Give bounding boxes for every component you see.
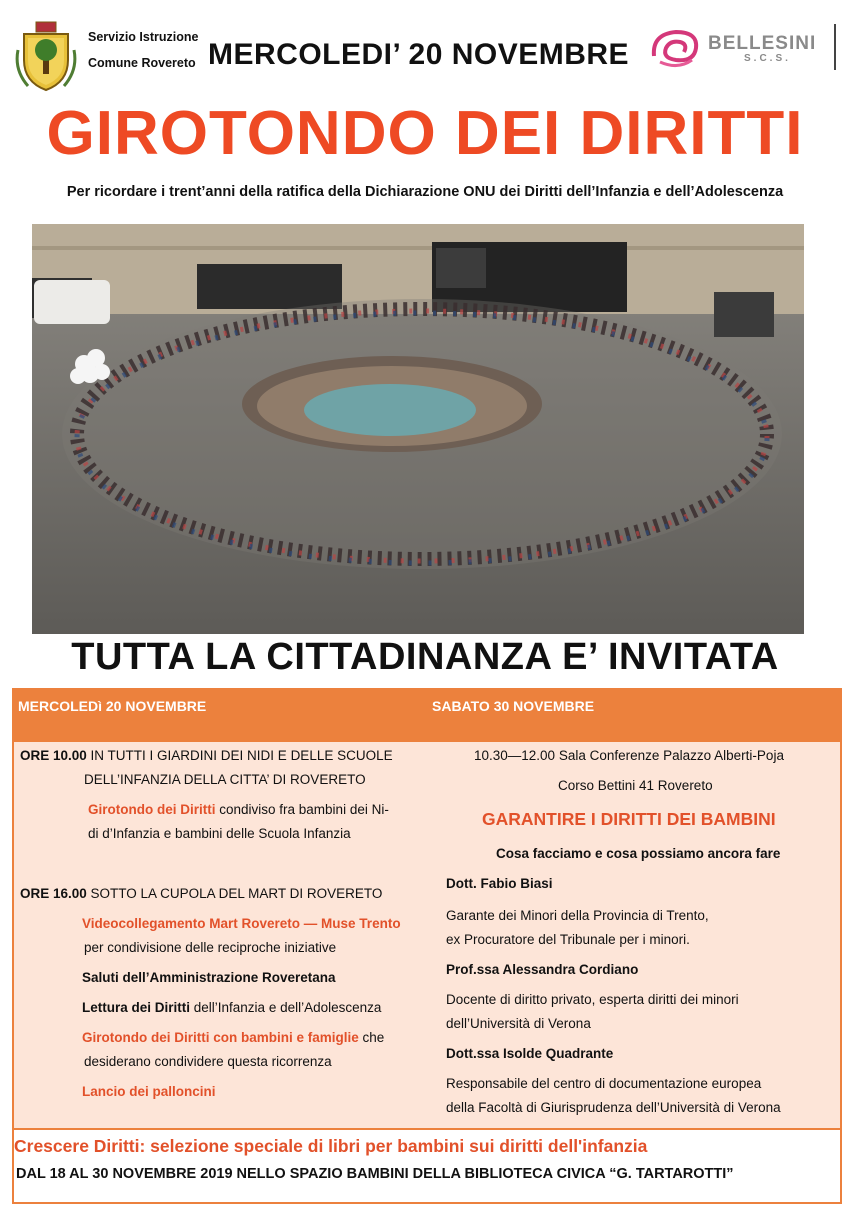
girotondo-text-a: condiviso fra bambini dei Ni- bbox=[215, 802, 389, 817]
video-label: Videocollegamento Mart Rovereto — Muse Trento bbox=[82, 916, 401, 931]
morning-slot bbox=[20, 744, 393, 768]
conference-headline: GARANTIRE I DIRITTI DEI BAMBINI bbox=[482, 809, 776, 829]
header-date: MERCOLEDI’ 20 NOVEMBRE bbox=[208, 38, 630, 71]
program-header bbox=[14, 690, 840, 742]
bellesini-swirl-icon bbox=[648, 26, 702, 68]
girotondo-families-text-a: che bbox=[358, 1030, 385, 1045]
right-day-header: SABATO 30 NOVEMBRE bbox=[432, 698, 595, 714]
bellesini-logo bbox=[648, 24, 838, 70]
speaker-3-name: Dott.ssa Isolde Quadrante bbox=[446, 1046, 614, 1061]
conference-time: 10.30—12.00 Sala Conferenze Palazzo Alberti-Poja bbox=[474, 748, 784, 763]
header bbox=[0, 0, 850, 100]
girotondo-families-label: Girotondo dei Diritti con bambini e famiglie bbox=[82, 1030, 359, 1045]
conference-subhead: Cosa facciamo e cosa possiamo ancora fare bbox=[496, 846, 781, 861]
service-line-1: Servizio Istruzione bbox=[88, 30, 199, 44]
left-schedule bbox=[20, 744, 430, 1124]
girotondo-text-b: di d’Infanzia e bambini delle Scuola Infanzia bbox=[88, 826, 351, 841]
speaker-3-role-b: della Facoltà di Giurisprudenza dell’Università di Verona bbox=[446, 1100, 781, 1115]
saluti-item: Saluti dell’Amministrazione Roveretana bbox=[82, 970, 336, 985]
brand-sub: S.C.S. bbox=[744, 53, 791, 64]
girotondo-label: Girotondo dei Diritti bbox=[88, 802, 216, 817]
speaker-2-name: Prof.ssa Alessandra Cordiano bbox=[446, 962, 639, 977]
speaker-2-role-a: Docente di diritto privato, esperta diritti dei minori bbox=[446, 992, 739, 1007]
invitation-banner: TUTTA LA CITTADINANZA E’ INVITATA bbox=[71, 636, 779, 678]
speaker-3-role-a: Responsabile del centro di documentazione europea bbox=[446, 1076, 762, 1091]
girotondo-families-text-b: desiderano condividere questa ricorrenza bbox=[84, 1054, 332, 1069]
afternoon-slot bbox=[20, 882, 382, 906]
brand-name: BELLESINI bbox=[708, 33, 817, 54]
footer-dates-note: DAL 18 AL 30 NOVEMBRE 2019 NELLO SPAZIO BAMBINI DELLA BIBLIOTECA CIVICA “G. TARTAROTTI” bbox=[16, 1166, 734, 1182]
morning-place-b: DELL’INFANZIA DELLA CITTA’ DI ROVERETO bbox=[84, 772, 366, 787]
event-photo bbox=[32, 224, 804, 634]
video-text: per condivisione delle reciproche iniziative bbox=[84, 940, 337, 955]
service-label bbox=[88, 24, 198, 76]
lancio-item: Lancio dei palloncini bbox=[82, 1084, 216, 1099]
right-schedule bbox=[438, 744, 838, 1124]
plaza-circle-photo bbox=[32, 224, 804, 634]
page-title: GIROTONDO DEI DIRITTI bbox=[46, 99, 804, 168]
morning-place-a: IN TUTTI I GIARDINI DEI NIDI E DELLE SCUOLE bbox=[86, 748, 393, 763]
lettura-text: dell’Infanzia e dell’Adolescenza bbox=[190, 1000, 382, 1015]
speaker-1-role-b: ex Procuratore del Tribunale per i minori. bbox=[446, 932, 690, 947]
lettura-label: Lettura dei Diritti bbox=[82, 1000, 191, 1015]
page-subtitle: Per ricordare i trent’anni della ratifica della Dichiarazione ONU dei Diritti dell’Infanzia e dell’Adolescenza bbox=[66, 184, 784, 200]
girotondo-families-item bbox=[82, 1026, 384, 1050]
service-line-2: Comune Rovereto bbox=[88, 56, 196, 70]
speaker-1-role-a: Garante dei Minori della Provincia di Trento, bbox=[446, 908, 709, 923]
lettura-item bbox=[82, 996, 381, 1020]
footer-books-note: Crescere Diritti: selezione speciale di libri per bambini sui diritti dell'infanzia bbox=[14, 1136, 648, 1156]
afternoon-time: ORE 16.00 bbox=[20, 886, 87, 901]
brand-divider bbox=[834, 24, 836, 70]
morning-time: ORE 10.00 bbox=[20, 748, 87, 763]
program-panel bbox=[12, 688, 842, 1130]
municipal-crest-icon bbox=[14, 20, 78, 92]
afternoon-place: SOTTO LA CUPOLA DEL MART DI ROVERETO bbox=[86, 886, 383, 901]
speaker-1-name: Dott. Fabio Biasi bbox=[446, 876, 553, 891]
speaker-2-role-b: dell’Università di Verona bbox=[446, 1016, 591, 1031]
left-day-header: MERCOLEDì 20 NOVEMBRE bbox=[18, 698, 207, 714]
conference-address: Corso Bettini 41 Rovereto bbox=[558, 778, 713, 793]
morning-activity bbox=[88, 798, 389, 822]
